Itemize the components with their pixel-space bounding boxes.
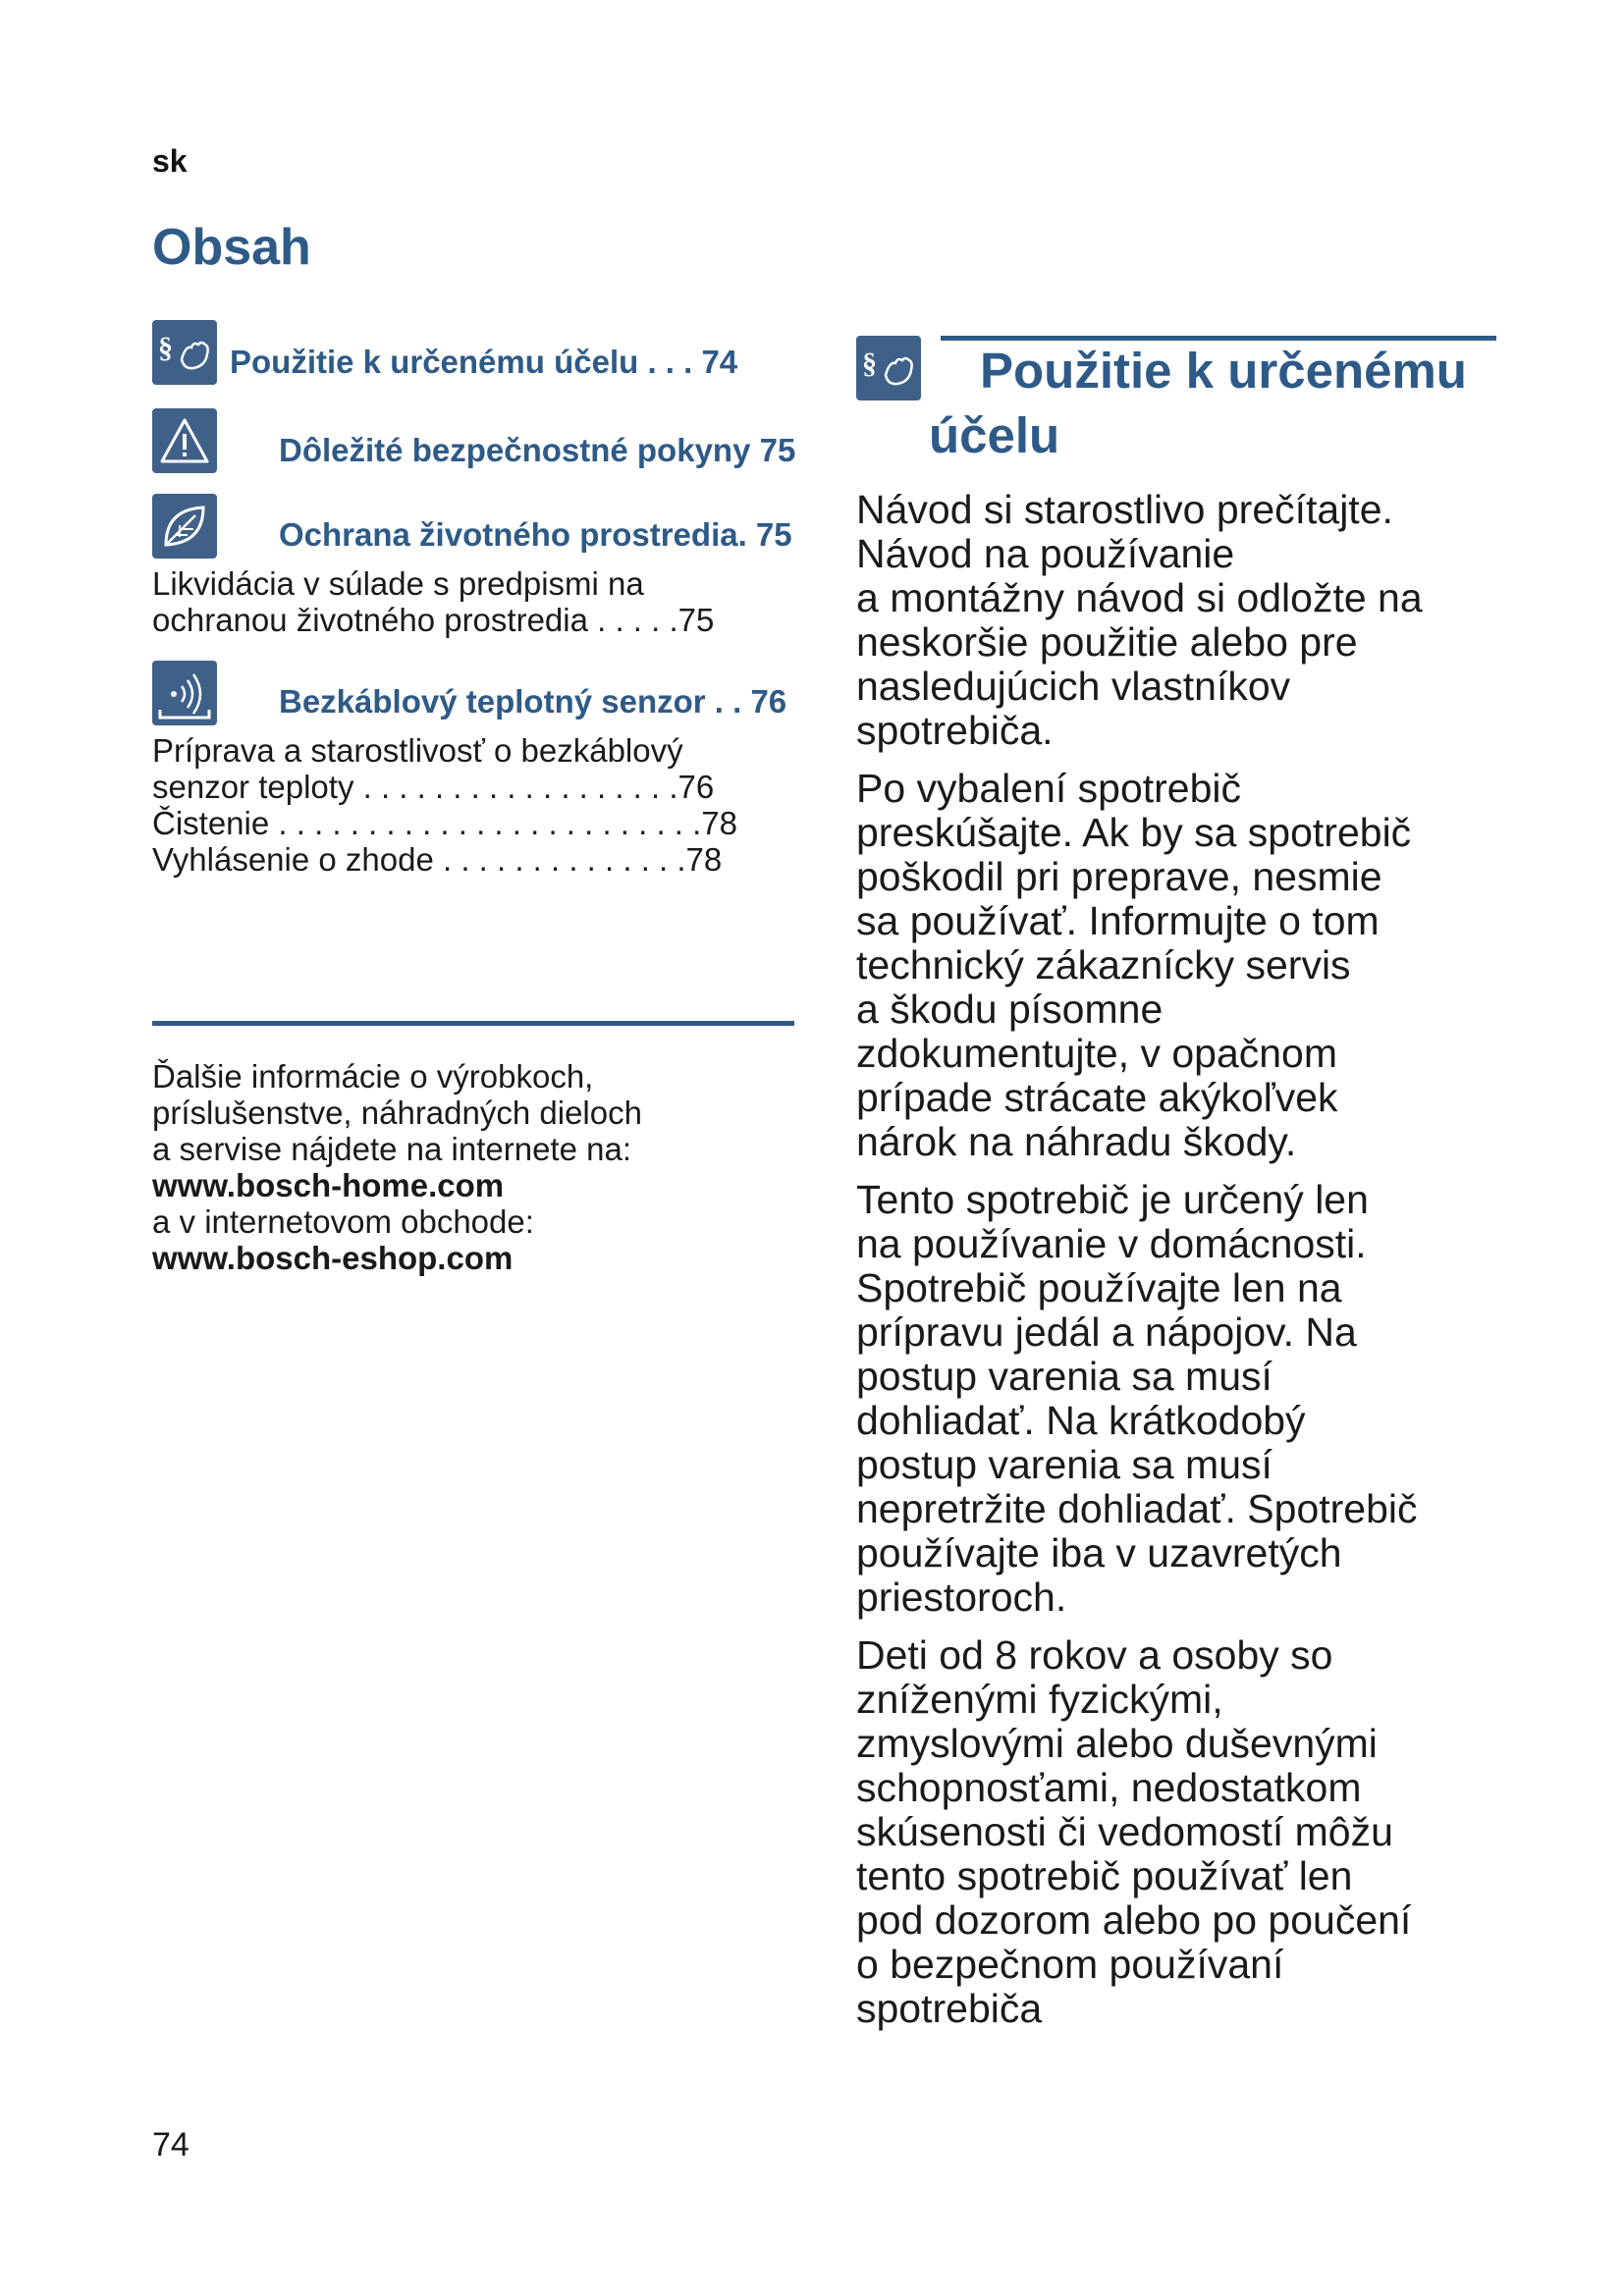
bosch-home-link[interactable]: www.bosch-home.com <box>152 1167 505 1203</box>
section-rule <box>941 336 1496 341</box>
section-title-cont: účelu <box>929 407 1060 463</box>
section-hand-icon <box>856 336 921 400</box>
paragraph: Po vybalení spotrebič preskúšajte. Ak by sa spotrebič poškodil pri preprave, nesmie sa používať. Informujte o tom technický zákaznícky servis a škodu písomne zdokumentujte, v opačnom prípade strácate akýkoľvek nárok na náhradu škody. <box>856 766 1412 1164</box>
section-title: Použitie k určenému <box>980 343 1467 399</box>
page-number: 74 <box>152 2126 189 2163</box>
toc-item-wireless-sensor[interactable]: Bezkáblový teplotný senzor . . 76 <box>279 683 787 720</box>
toc-item-safety[interactable]: Dôležité bezpečnostné pokyny 75 <box>279 432 796 468</box>
paragraph: Tento spotrebič je určený len na používanie v domácnosti. Spotrebič používajte len na prípravu jedál a nápojov. Na postup varenia sa musí dohliadať. Na krátkodobý postup varenia sa musí nepretržite dohliadať. Spotrebič používajte iba v uzavretých priestoroch. <box>856 1177 1418 1620</box>
svg-text:§: § <box>862 347 877 380</box>
section-body <box>856 488 1504 2045</box>
toc-item-environment[interactable]: Ochrana životného prostredia. 75 <box>279 516 792 553</box>
bosch-eshop-link[interactable]: www.bosch-eshop.com <box>152 1240 514 1276</box>
warning-triangle-icon <box>152 408 217 473</box>
section-hand-icon <box>152 320 217 385</box>
svg-text:§: § <box>158 332 173 364</box>
paragraph: Deti od 8 rokov a osoby so zníženými fyzickými, zmyslovými alebo duševnými schopnosťami, nedostatkom skúsenosti či vedomostí môžu tento spotrebič používať len pod dozorom alebo po poučení o bezpečnom používaní spotrebiča <box>856 1632 1412 2031</box>
info-line: a v internetovom obchode: <box>152 1203 534 1240</box>
info-line: a servise nájdete na internete na: <box>152 1131 631 1167</box>
language-code: sk <box>152 143 188 179</box>
toc-item-intended-use[interactable]: Použitie k určenému účelu . . . 74 <box>230 344 738 380</box>
toc-subitems-environment: Likvidácia v súlade s predpismi na ochranou životného prostredia . . . . .75 <box>152 565 715 638</box>
divider <box>152 1021 794 1026</box>
page-title: Obsah <box>152 219 311 276</box>
paragraph: Návod si starostlivo prečítajte. Návod na používanie a montážny návod si odložte na neskoršie použitie alebo pre nasledujúcich vlastníkov spotrebiča. <box>856 487 1423 753</box>
info-line: Ďalšie informácie o výrobkoch, <box>152 1058 594 1095</box>
toc-subitems-wireless-sensor: Príprava a starostlivosť o bezkáblový senzor teploty . . . . . . . . . . . . . . . . . .76 Čistenie . . . . . . . . . . . . . . . . . . . . . . . .78 Vyhlásenie o zhode . . . . . . . . . . . . . .78 <box>152 732 738 878</box>
more-info <box>152 1058 642 1276</box>
leaf-icon <box>152 494 217 559</box>
wireless-sensor-icon <box>152 661 217 725</box>
info-line: príslušenstve, náhradných dieloch <box>152 1095 642 1131</box>
